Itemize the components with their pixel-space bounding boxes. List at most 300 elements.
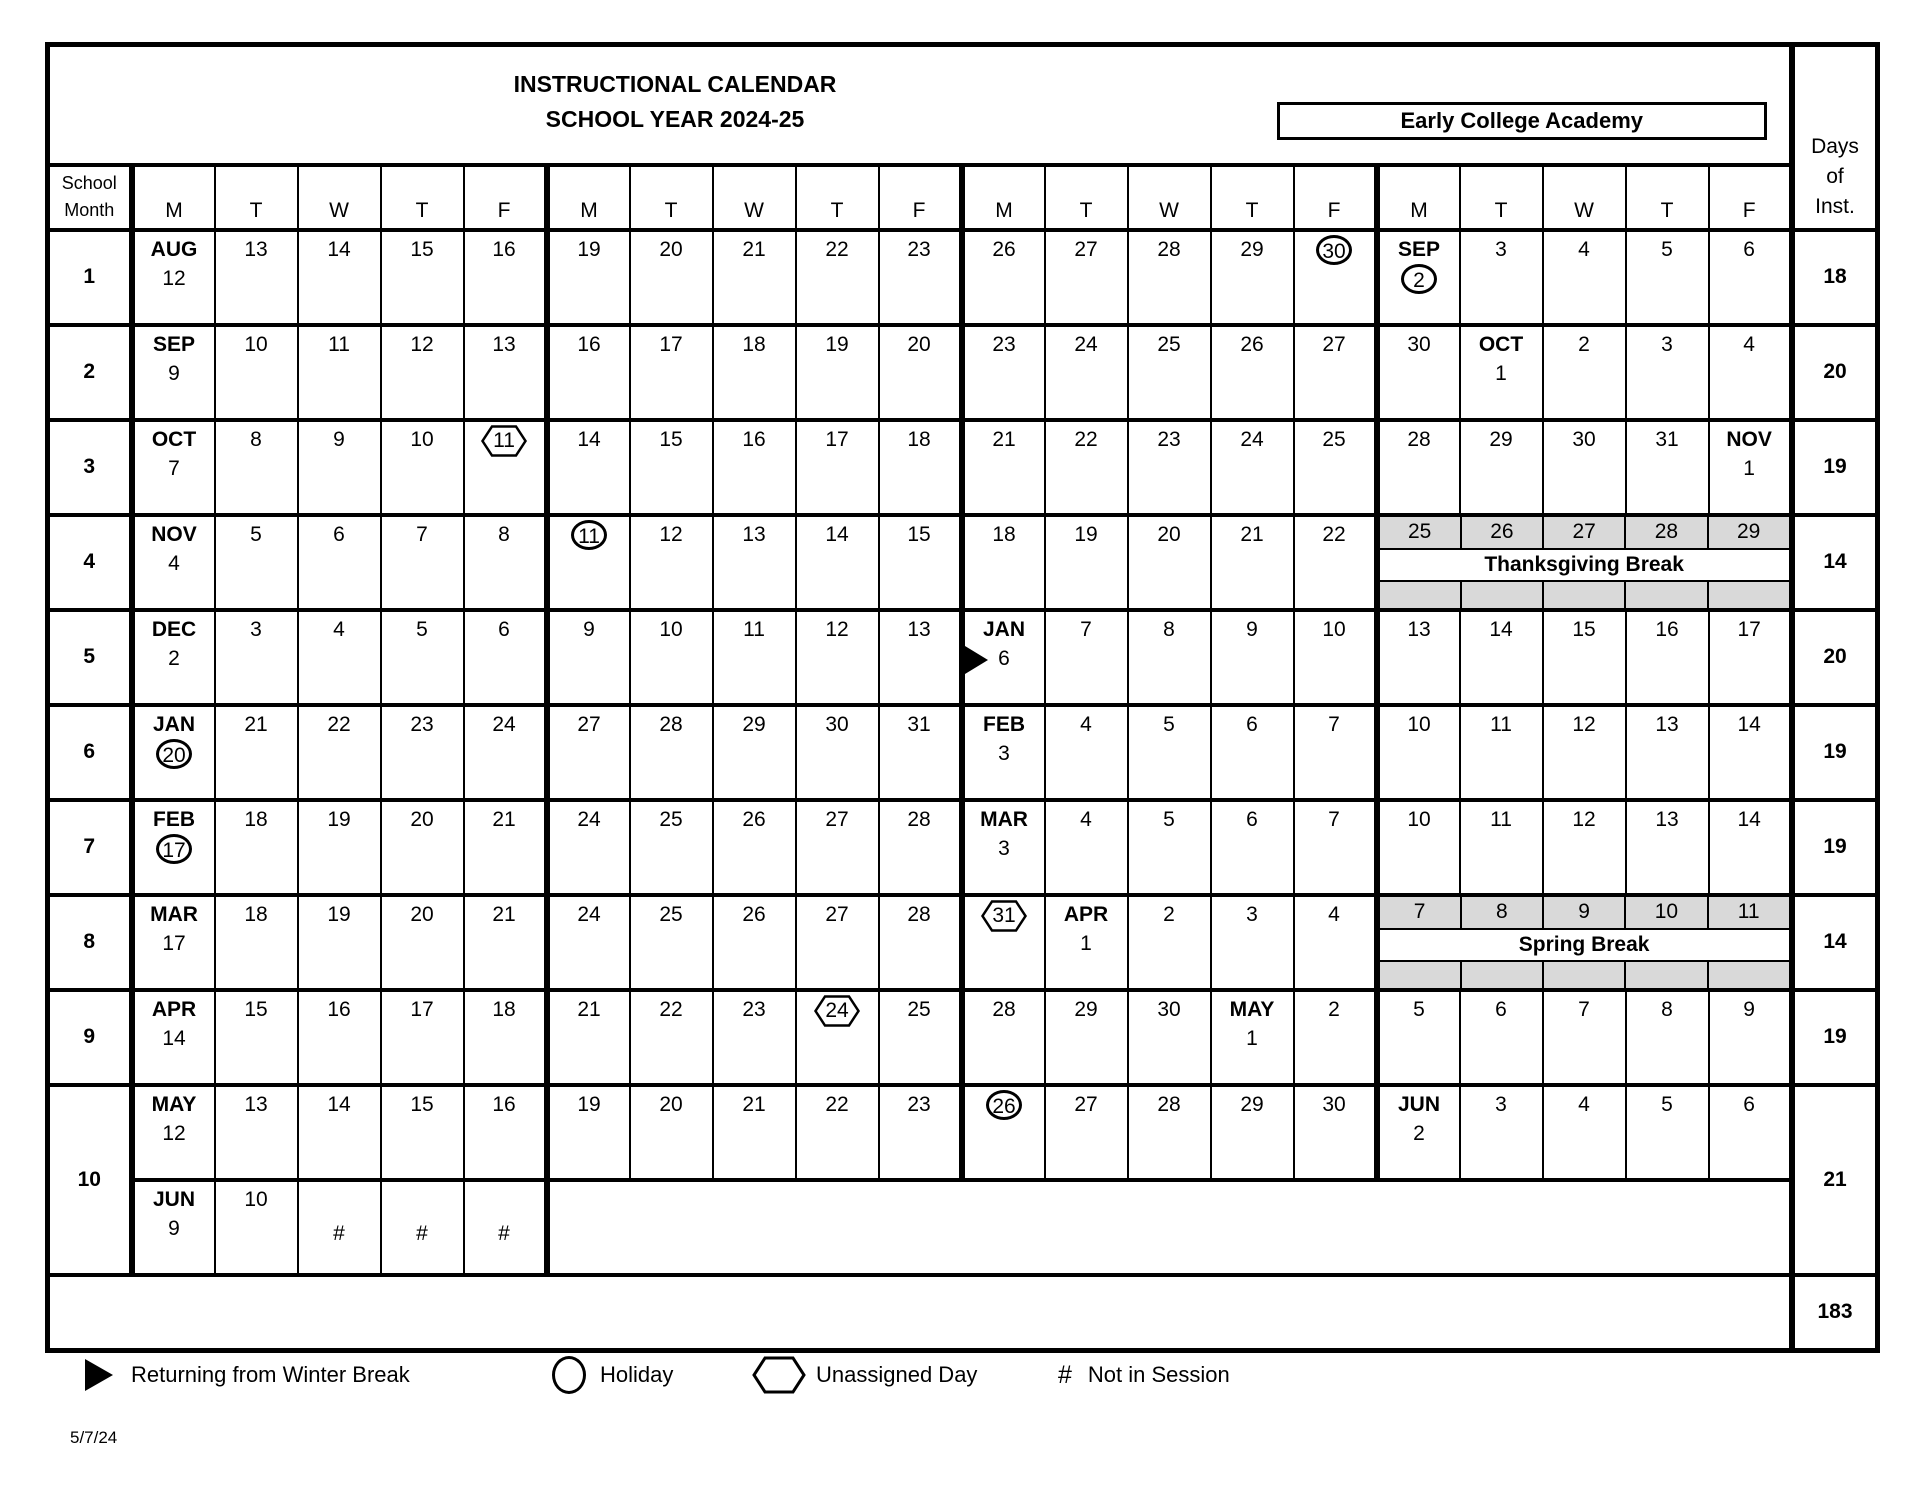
day-cell — [1377, 800, 1460, 895]
day-number: 4 — [168, 551, 180, 575]
day-cell — [796, 705, 879, 800]
day-cell — [1460, 610, 1543, 705]
holiday-circle-icon: 2 — [1401, 264, 1437, 294]
day-cell — [132, 895, 215, 990]
day-cell — [132, 515, 215, 610]
day-cell — [796, 800, 879, 895]
school-month-number: 9 — [48, 990, 132, 1085]
day-number: 29 — [1074, 997, 1098, 1021]
day-cell — [132, 800, 215, 895]
weekday-header: T — [1045, 165, 1128, 230]
day-number: 29 — [742, 712, 766, 736]
day-number: 7 — [1080, 617, 1092, 641]
break-shaded-slot — [1626, 962, 1708, 988]
day-cell — [381, 230, 464, 325]
day-cell — [630, 895, 713, 990]
day-cell — [215, 990, 298, 1085]
day-cell — [1709, 1085, 1792, 1180]
day-number: 21 — [492, 807, 516, 831]
day-number: 2 — [1328, 997, 1340, 1021]
day-number: 4 — [333, 617, 345, 641]
day-cell — [381, 895, 464, 990]
day-number: 25 — [1157, 332, 1181, 356]
day-cell — [132, 610, 215, 705]
weekday-header: W — [1543, 165, 1626, 230]
month-abbr-label: NOV — [1726, 427, 1772, 451]
weekday-header: F — [464, 165, 547, 230]
day-cell — [1460, 230, 1543, 325]
day-cell — [630, 1085, 713, 1180]
day-cell — [1543, 610, 1626, 705]
day-number — [1295, 235, 1374, 266]
school-month-number: 4 — [48, 515, 132, 610]
total-row-empty — [48, 1275, 1792, 1351]
day-number: 5 — [1163, 712, 1175, 736]
day-cell — [796, 325, 879, 420]
weekday-header: F — [879, 165, 962, 230]
day-cell — [1211, 1085, 1294, 1180]
day-cell — [879, 610, 962, 705]
day-number: 1 — [1495, 361, 1507, 385]
day-number: 23 — [907, 237, 931, 261]
day-cell — [381, 800, 464, 895]
calendar-row — [48, 610, 1878, 705]
day-cell — [132, 420, 215, 515]
days-of-inst-header-line: Inst. — [1815, 194, 1855, 218]
day-cell — [132, 705, 215, 800]
school-month-number: 10 — [48, 1085, 132, 1275]
day-cell — [713, 1085, 796, 1180]
day-cell — [1211, 800, 1294, 895]
day-number: 25 — [1322, 427, 1346, 451]
day-cell — [713, 990, 796, 1085]
days-of-inst-value: 19 — [1792, 420, 1878, 515]
day-number: 3 — [250, 617, 262, 641]
day-cell — [879, 230, 962, 325]
day-number: 6 — [498, 617, 510, 641]
day-cell — [1211, 325, 1294, 420]
day-cell — [1211, 610, 1294, 705]
holiday-circle-icon: 30 — [1316, 235, 1352, 265]
day-number: 28 — [659, 712, 683, 736]
day-number: 14 — [577, 427, 601, 451]
day-cell — [215, 895, 298, 990]
days-of-inst-value: 20 — [1792, 610, 1878, 705]
legend-item-unassigned — [752, 1352, 977, 1398]
day-number: # — [416, 1221, 428, 1245]
holiday-circle-icon — [552, 1356, 586, 1394]
break-day-number: 25 — [1380, 517, 1462, 548]
month-abbr-label: MAY — [1229, 997, 1275, 1021]
day-number: 2 — [168, 646, 180, 670]
month-abbr-label: FEB — [153, 807, 195, 831]
day-number: 22 — [1074, 427, 1098, 451]
month-abbr-label: APR — [1063, 902, 1109, 926]
weekday-header: M — [962, 165, 1045, 230]
day-number: 20 — [907, 332, 931, 356]
day-cell — [298, 1180, 381, 1275]
day-cell — [1045, 800, 1128, 895]
day-cell — [1294, 1085, 1377, 1180]
days-of-inst-value: 18 — [1792, 230, 1878, 325]
day-cell — [1045, 325, 1128, 420]
day-number: 1 — [1080, 931, 1092, 955]
day-cell — [1377, 230, 1460, 325]
weekday-header: M — [1377, 165, 1460, 230]
break-day-number: 8 — [1462, 897, 1544, 928]
month-abbr-label: MAR — [980, 807, 1028, 831]
calendar-row — [48, 230, 1878, 325]
month-abbr-label: FEB — [983, 712, 1025, 736]
day-number: 16 — [742, 427, 766, 451]
day-number: 12 — [825, 617, 849, 641]
days-of-inst-value: 20 — [1792, 325, 1878, 420]
day-number: 3 — [1661, 332, 1673, 356]
month-abbr-label: NOV — [151, 522, 197, 546]
day-cell — [464, 800, 547, 895]
day-cell — [1045, 420, 1128, 515]
day-cell — [962, 610, 1045, 705]
day-number — [550, 520, 629, 551]
day-number: 13 — [1655, 712, 1679, 736]
day-number: 13 — [244, 1092, 268, 1116]
day-cell — [464, 420, 547, 515]
day-cell — [1543, 420, 1626, 515]
day-cell — [298, 420, 381, 515]
day-cell — [464, 325, 547, 420]
break-day-number: 26 — [1462, 517, 1544, 548]
day-number: 22 — [659, 997, 683, 1021]
day-number: 14 — [825, 522, 849, 546]
day-cell — [464, 895, 547, 990]
day-number: 7 — [168, 456, 180, 480]
day-cell — [1045, 515, 1128, 610]
day-number: 10 — [1322, 617, 1346, 641]
day-number: 8 — [250, 427, 262, 451]
day-cell — [1709, 420, 1792, 515]
day-cell — [215, 800, 298, 895]
day-number: 5 — [1661, 237, 1673, 261]
day-cell — [796, 1085, 879, 1180]
month-abbr-label: AUG — [150, 237, 198, 261]
day-cell — [630, 325, 713, 420]
legend-item-returning — [85, 1352, 410, 1398]
day-number: 17 — [659, 332, 683, 356]
day-cell — [962, 895, 1045, 990]
day-number: 27 — [825, 807, 849, 831]
day-number: 5 — [250, 522, 262, 546]
day-number: 27 — [1074, 1092, 1098, 1116]
break-label: Thanksgiving Break — [1380, 550, 1789, 582]
day-cell — [1211, 515, 1294, 610]
day-number: 30 — [1157, 997, 1181, 1021]
days-of-inst-value: 14 — [1792, 895, 1878, 990]
day-number: 13 — [1407, 617, 1431, 641]
day-number — [465, 425, 544, 457]
day-number: 21 — [742, 1092, 766, 1116]
day-cell — [1294, 325, 1377, 420]
day-number: 4 — [1743, 332, 1755, 356]
school-month-number: 5 — [48, 610, 132, 705]
day-number: 31 — [1655, 427, 1679, 451]
day-cell — [879, 325, 962, 420]
day-number: 23 — [410, 712, 434, 736]
day-cell — [215, 325, 298, 420]
day-cell — [464, 230, 547, 325]
day-cell — [1709, 325, 1792, 420]
day-number: 7 — [1328, 807, 1340, 831]
day-cell — [1709, 705, 1792, 800]
title-line1: INSTRUCTIONAL CALENDAR — [513, 71, 837, 97]
day-cell — [630, 420, 713, 515]
day-number — [797, 995, 878, 1027]
unassigned-hexagon-icon — [752, 1356, 806, 1394]
day-cell — [381, 705, 464, 800]
day-number: 11 — [493, 428, 515, 452]
day-cell — [1377, 1085, 1460, 1180]
day-number: 11 — [1490, 807, 1512, 831]
day-number: 14 — [1737, 712, 1761, 736]
month-abbr-label: APR — [151, 997, 197, 1021]
day-number: 5 — [416, 617, 428, 641]
day-cell — [713, 705, 796, 800]
day-cell — [381, 990, 464, 1085]
day-cell — [796, 230, 879, 325]
day-cell — [962, 800, 1045, 895]
winter-return-triangle-icon — [85, 1359, 113, 1391]
day-number: 10 — [1407, 807, 1431, 831]
day-cell — [381, 1085, 464, 1180]
school-month-header-line: School — [61, 173, 117, 193]
day-number: # — [498, 1221, 510, 1245]
day-number: 29 — [1489, 427, 1513, 451]
school-name-box — [1277, 102, 1767, 140]
day-cell — [1045, 1085, 1128, 1180]
day-number: 24 — [577, 807, 601, 831]
day-number: 18 — [244, 902, 268, 926]
day-number: 12 — [1572, 712, 1596, 736]
day-cell — [1460, 990, 1543, 1085]
day-number: 19 — [825, 332, 849, 356]
day-cell — [1543, 705, 1626, 800]
day-cell — [1128, 1085, 1211, 1180]
day-cell — [713, 420, 796, 515]
day-cell — [713, 515, 796, 610]
day-number: 23 — [992, 332, 1016, 356]
day-cell — [1045, 610, 1128, 705]
day-number: 2 — [1163, 902, 1175, 926]
day-number: 12 — [162, 266, 186, 290]
day-number: 31 — [907, 712, 931, 736]
day-number: 10 — [244, 332, 268, 356]
day-number: 6 — [1743, 1092, 1755, 1116]
holiday-circle-icon: 17 — [156, 834, 192, 864]
day-cell — [713, 800, 796, 895]
day-cell — [713, 610, 796, 705]
calendar-subrow — [48, 1180, 1878, 1275]
day-cell — [464, 1180, 547, 1275]
day-number: 6 — [333, 522, 345, 546]
weekday-header: T — [381, 165, 464, 230]
weekday-header-row — [48, 165, 1878, 230]
day-number: 8 — [498, 522, 510, 546]
day-cell — [381, 325, 464, 420]
day-number: 3 — [998, 741, 1010, 765]
day-cell — [630, 990, 713, 1085]
school-month-number: 6 — [48, 705, 132, 800]
weekday-header: T — [1626, 165, 1709, 230]
holiday-circle-icon: 26 — [986, 1090, 1022, 1120]
day-number: 8 — [1661, 997, 1673, 1021]
day-cell — [1294, 515, 1377, 610]
weekday-header: T — [796, 165, 879, 230]
unassigned-hexagon — [814, 995, 860, 1027]
day-number: 1 — [1246, 1026, 1258, 1050]
day-number: 26 — [1240, 332, 1264, 356]
weekday-header: M — [132, 165, 215, 230]
day-number: 3 — [998, 836, 1010, 860]
day-number: 14 — [1489, 617, 1513, 641]
day-number: 25 — [659, 807, 683, 831]
day-cell — [1294, 800, 1377, 895]
day-cell — [1460, 800, 1543, 895]
calendar-row — [48, 515, 1878, 610]
day-number: 28 — [907, 807, 931, 831]
weekday-header: F — [1294, 165, 1377, 230]
day-number: 12 — [410, 332, 434, 356]
break-shaded-slot — [1380, 582, 1462, 608]
day-number: 16 — [327, 997, 351, 1021]
calendar-row — [48, 895, 1878, 990]
day-number: 24 — [1074, 332, 1098, 356]
day-cell — [381, 420, 464, 515]
day-number: 26 — [742, 807, 766, 831]
day-cell — [1211, 420, 1294, 515]
day-cell — [713, 325, 796, 420]
calendar-row — [48, 420, 1878, 515]
day-number — [965, 900, 1044, 932]
weekday-header: T — [1211, 165, 1294, 230]
day-number: 9 — [333, 427, 345, 451]
day-number: 20 — [410, 807, 434, 831]
day-cell — [630, 705, 713, 800]
day-number: 17 — [825, 427, 849, 451]
day-cell — [132, 1180, 215, 1275]
day-number: 13 — [1655, 807, 1679, 831]
day-number: 28 — [1407, 427, 1431, 451]
day-number: 28 — [907, 902, 931, 926]
day-cell — [879, 420, 962, 515]
day-cell — [298, 800, 381, 895]
break-shaded-slot — [1709, 582, 1789, 608]
holiday-circle-icon: 20 — [156, 739, 192, 769]
day-number: 24 — [1240, 427, 1264, 451]
day-cell — [1543, 800, 1626, 895]
day-cell — [879, 895, 962, 990]
day-cell — [215, 1085, 298, 1180]
day-cell — [464, 1085, 547, 1180]
day-number: 14 — [1737, 807, 1761, 831]
day-cell — [547, 515, 630, 610]
day-number: 17 — [162, 931, 186, 955]
day-number: 18 — [992, 522, 1016, 546]
day-cell — [879, 515, 962, 610]
day-cell — [547, 230, 630, 325]
day-number: 26 — [742, 902, 766, 926]
day-number: 13 — [492, 332, 516, 356]
day-cell — [132, 230, 215, 325]
total-days-value: 183 — [1792, 1275, 1878, 1351]
break-shaded-slot — [1626, 582, 1708, 608]
day-cell — [132, 990, 215, 1085]
day-number: 19 — [327, 902, 351, 926]
calendar-table — [45, 42, 1880, 1353]
day-cell — [1543, 230, 1626, 325]
weekday-header: W — [298, 165, 381, 230]
day-number: 16 — [1655, 617, 1679, 641]
day-cell — [464, 705, 547, 800]
calendar-body — [48, 45, 1878, 1351]
day-number: 5 — [1661, 1092, 1673, 1116]
day-number: 4 — [1328, 902, 1340, 926]
legend-label: Holiday — [600, 1362, 674, 1387]
day-number: 17 — [1737, 617, 1761, 641]
break-shaded-slot — [1462, 962, 1544, 988]
school-month-header — [48, 165, 132, 230]
day-cell — [464, 610, 547, 705]
school-name: Early College Academy — [1400, 108, 1643, 133]
break-shaded-slot — [1709, 962, 1789, 988]
day-number: 12 — [1572, 807, 1596, 831]
day-cell — [215, 610, 298, 705]
day-number: 27 — [577, 712, 601, 736]
day-number: 22 — [825, 237, 849, 261]
day-cell — [879, 800, 962, 895]
day-cell — [1543, 990, 1626, 1085]
days-of-inst-value: 19 — [1792, 705, 1878, 800]
day-cell — [1626, 230, 1709, 325]
day-cell — [381, 610, 464, 705]
day-cell — [1211, 895, 1294, 990]
day-number: 5 — [1413, 997, 1425, 1021]
day-number: 9 — [1246, 617, 1258, 641]
legend-item-holiday — [552, 1352, 673, 1398]
day-number: 21 — [577, 997, 601, 1021]
day-number: 15 — [907, 522, 931, 546]
day-cell — [630, 800, 713, 895]
break-day-number: 10 — [1626, 897, 1708, 928]
day-cell — [1460, 325, 1543, 420]
break-day-number: 11 — [1737, 899, 1760, 923]
day-cell — [215, 705, 298, 800]
day-cell — [1045, 705, 1128, 800]
day-number: 18 — [742, 332, 766, 356]
day-cell — [1128, 420, 1211, 515]
day-number: 27 — [1322, 332, 1346, 356]
day-cell — [1128, 895, 1211, 990]
day-number: 6 — [1246, 807, 1258, 831]
day-number: 10 — [659, 617, 683, 641]
day-number: 24 — [492, 712, 516, 736]
day-cell — [1294, 705, 1377, 800]
weekday-header: T — [215, 165, 298, 230]
day-cell — [298, 895, 381, 990]
day-number: 31 — [992, 903, 1016, 927]
weekday-header: F — [1709, 165, 1792, 230]
month-abbr-label: OCT — [1478, 332, 1524, 356]
school-month-number: 8 — [48, 895, 132, 990]
day-number: 7 — [1578, 997, 1590, 1021]
